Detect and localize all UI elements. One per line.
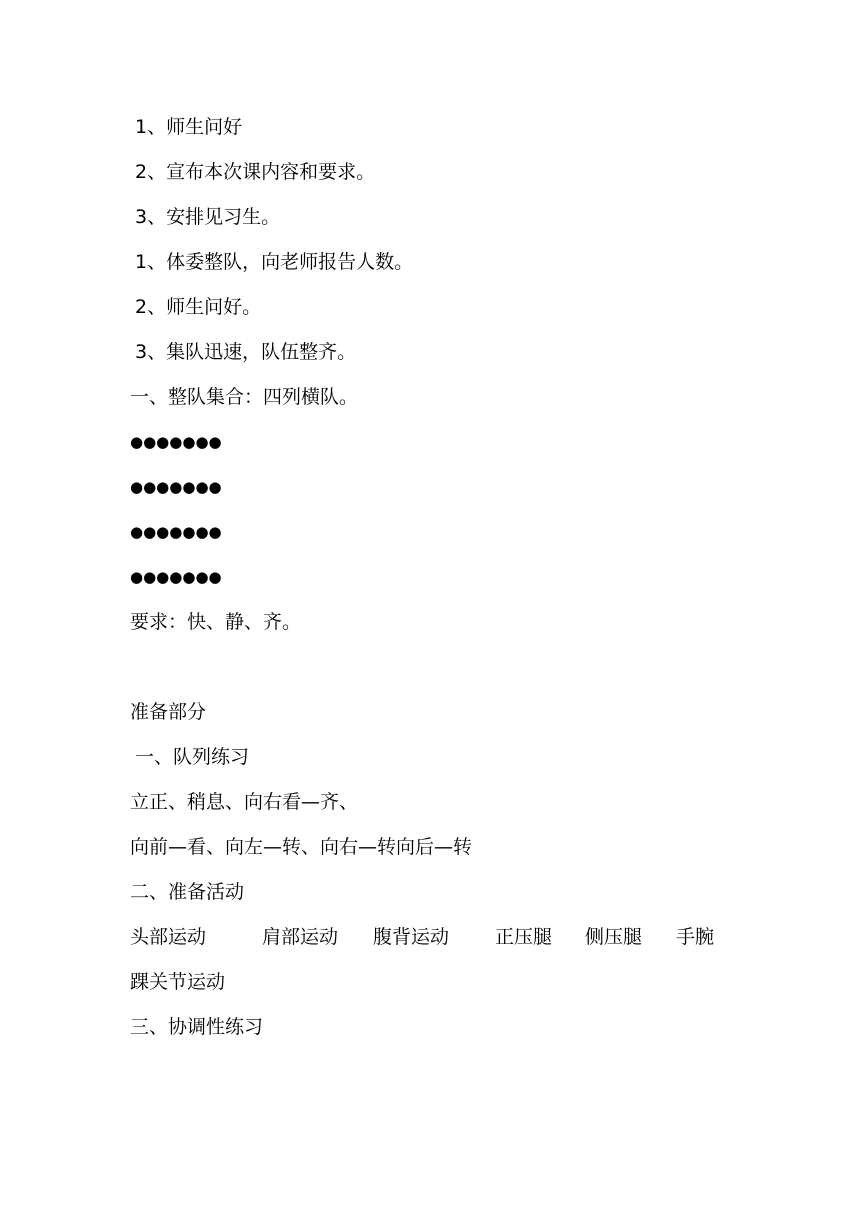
text-line-warmup: 二、准备活动 [130, 881, 245, 903]
text-line-formation: 一、整队集合：四列横队。 [130, 386, 359, 408]
text-line-drill-commands-1: 立正、稍息、向右看—齐、 [130, 791, 359, 813]
activity-head: 头部运动 [130, 926, 207, 948]
text-line-ankle: 踝关节运动 [130, 971, 226, 993]
formation-row-2: ●●●●●●● [130, 478, 222, 496]
text-line-greeting-2: 2、师生问好。 [135, 296, 262, 318]
text-line-drill: 一、队列练习 [135, 746, 250, 768]
formation-row-1: ●●●●●●● [130, 433, 222, 451]
section-heading-preparation: 准备部分 [130, 701, 207, 723]
text-line-announce: 2、宣布本次课内容和要求。 [135, 161, 376, 183]
text-line-requirements: 要求：快、静、齐。 [130, 611, 302, 633]
text-line-observers: 3、安排见习生。 [135, 206, 281, 228]
text-line-drill-commands-2: 向前—看、向左—转、向右—转向后—转 [130, 836, 473, 858]
text-line-line-up: 1、体委整队，向老师报告人数。 [135, 251, 414, 273]
text-line-greeting: 1、师生问好 [135, 116, 243, 138]
activity-abdomen-back: 腹背运动 [373, 926, 450, 948]
activities-row [0, 925, 860, 949]
activity-wrist: 手腕 [676, 926, 715, 948]
activity-shoulder: 肩部运动 [262, 926, 339, 948]
formation-row-3: ●●●●●●● [130, 523, 222, 541]
text-line-coordination: 三、协调性练习 [130, 1016, 264, 1038]
activity-front-leg-press: 正压腿 [495, 926, 553, 948]
text-line-assembly: 3、集队迅速，队伍整齐。 [135, 341, 357, 363]
activity-side-leg-press: 侧压腿 [585, 926, 643, 948]
formation-row-4: ●●●●●●● [130, 568, 222, 586]
